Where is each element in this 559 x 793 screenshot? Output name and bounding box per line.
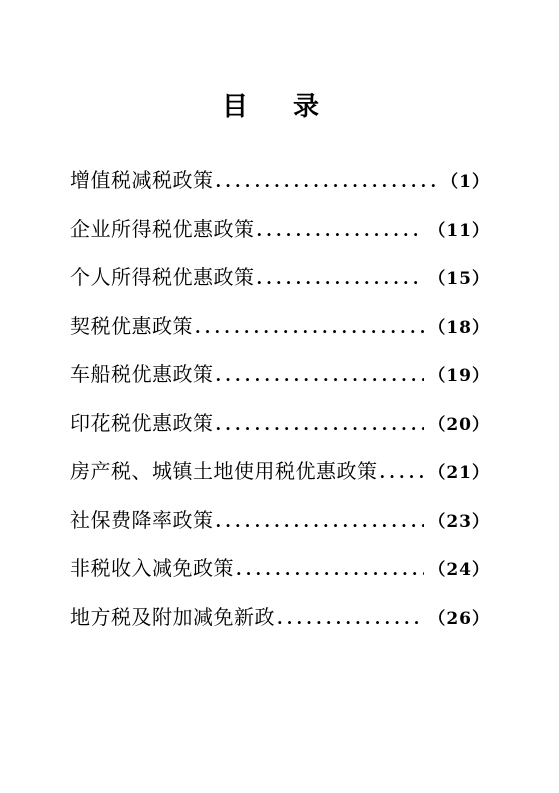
toc-entry-label: 地方税及附加减免新政 xyxy=(70,604,275,629)
toc-entry-label: 印花税优惠政策 xyxy=(70,410,214,435)
toc-page-number: （18） xyxy=(428,317,490,338)
toc-page-number: （24） xyxy=(428,560,490,580)
toc-entry xyxy=(70,506,490,555)
toc-page-number: （26） xyxy=(428,608,490,629)
toc-dot-leader xyxy=(195,314,424,342)
toc-dot-leader xyxy=(277,605,424,633)
toc-dot-leader xyxy=(216,411,425,439)
toc-page-number: （11） xyxy=(428,220,490,241)
toc-page-number: （20） xyxy=(428,414,490,435)
toc-entry xyxy=(70,166,490,215)
toc-entry-label: 增值税减税政策 xyxy=(70,168,214,192)
toc-entry xyxy=(70,457,490,506)
toc-dot-leader xyxy=(257,217,425,245)
toc-entry-label: 房产税、城镇土地使用税优惠政策 xyxy=(70,459,378,483)
toc-entry xyxy=(70,603,490,652)
toc-page-number: （15） xyxy=(428,269,490,289)
toc-entry xyxy=(70,215,490,264)
toc-dot-leader xyxy=(216,168,438,196)
toc-dot-leader xyxy=(236,556,424,584)
toc-dot-leader xyxy=(216,362,425,390)
toc-entry xyxy=(70,312,490,361)
toc-dot-leader xyxy=(216,508,425,536)
toc-entry xyxy=(70,263,490,312)
table-of-contents xyxy=(70,166,490,651)
toc-title: 目 录 xyxy=(221,92,338,122)
toc-entry-label: 车船税优惠政策 xyxy=(70,362,214,386)
toc-entry xyxy=(70,409,490,458)
toc-entry-label: 契税优惠政策 xyxy=(70,313,193,338)
toc-page-number: （1） xyxy=(441,172,490,192)
toc-entry-label: 非税收入减免政策 xyxy=(70,556,234,580)
toc-page-number: （23） xyxy=(428,511,490,532)
toc-dot-leader xyxy=(257,265,425,293)
toc-entry xyxy=(70,554,490,603)
toc-dot-leader xyxy=(380,459,425,487)
toc-entry-label: 个人所得税优惠政策 xyxy=(70,265,255,289)
toc-entry-label: 社保费降率政策 xyxy=(70,507,214,532)
toc-page-number: （19） xyxy=(428,366,490,386)
toc-entry xyxy=(70,360,490,409)
toc-entry-label: 企业所得税优惠政策 xyxy=(70,216,255,241)
toc-page-number: （21） xyxy=(428,463,490,483)
